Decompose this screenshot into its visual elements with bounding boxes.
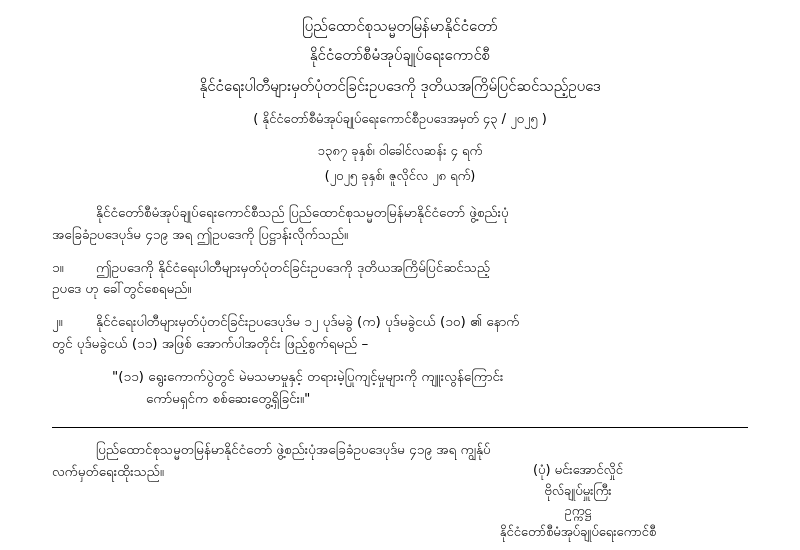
- clause-item: [52, 312, 748, 356]
- header-line-council: နိုင်ငံတော်စီမံအုပ်ချုပ်ရေးကောင်စီ: [309, 45, 491, 64]
- date-gregorian-calendar: (၂၀၂၅ ခုနှစ်၊ ဇူလိုင်လ ၂၈ ရက်): [324, 168, 476, 184]
- closing-line-1: ပြည်ထောင်စုသမ္မတမြန်မာနိုင်ငံတော် ဖွဲ့စည်းပုံအခြေခံဥပဒေပုဒ်မ ၄၁၉ အရ ကျွန်ုပ်: [96, 441, 491, 458]
- preamble-line-1: နိုင်ငံတော်စီမံအုပ်ချုပ်ရေးကောင်စီသည် ပြည်ထောင်စုသမ္မတမြန်မာနိုင်ငံတော် ဖွဲ့စည်းပုံ: [96, 204, 509, 221]
- signatory-name: (ပုံ) မင်းအောင်လှိုင်: [532, 462, 624, 478]
- clause-line-2: ဥပဒေ ဟု ခေါ်တွင်စေရမည်။: [52, 281, 192, 298]
- document-title: နိုင်ငံရေးပါတီများမှတ်ပုံတင်ခြင်းဥပဒေကို ဒုတိယအကြိမ်ပြင်ဆင်သည့်ဥပဒေ: [199, 76, 601, 95]
- clause-number: ၁။: [52, 259, 64, 276]
- preamble-paragraph: [52, 203, 748, 247]
- signatory-post: ဥက္ကဋ္ဌ: [564, 504, 592, 520]
- quote-line-2: ကော်မရှင်က စစ်ဆေးတွေ့ရှိခြင်း။": [146, 390, 311, 407]
- clause-line-2: တွင် ပုဒ်မခွဲငယ် (၁၁) အဖြစ် အောက်ပါအတိုင်း ဖြည့်စွက်ရမည် –: [52, 336, 369, 353]
- closing-line-2: လက်မှတ်ရေးထိုးသည်။: [52, 463, 164, 480]
- signatory-rank: ဗိုလ်ချုပ်မှူးကြီး: [544, 483, 612, 499]
- law-reference-number: ( နိုင်ငံတော်စီမံအုပ်ချုပ်ရေးကောင်စီဥပဒေအမှတ် ၄၃ / ၂၀၂၅ ): [253, 112, 547, 128]
- clause-number: ၂။: [52, 314, 63, 331]
- signatory-council: နိုင်ငံတော်စီမံအုပ်ချုပ်ရေးကောင်စီ: [499, 525, 657, 541]
- clause-line-1: ဤဥပဒေကို နိုင်ငံရေးပါတီများမှတ်ပုံတင်ခြင်းဥပဒေကို ဒုတိယအကြိမ်ပြင်ဆင်သည့်: [96, 259, 491, 276]
- clause-item: [52, 258, 748, 302]
- inserted-provision-quote: [52, 367, 748, 411]
- preamble-line-2: အခြေခံဥပဒေပုဒ်မ ၄၁၉ အရ ဤဥပဒေကို ပြဋ္ဌာန်းလိုက်သည်။: [52, 226, 349, 243]
- signature-block: [408, 461, 748, 544]
- quote-line-1: "(၁၁) ရွေးကောက်ပွဲတွင် မဲမသမာမှုနှင့် တရားမဲ့ပြုကျင့်မှုများကို ကျူးလွန်ကြောင်း: [112, 368, 504, 385]
- section-divider: [52, 427, 748, 428]
- document-body: [52, 203, 748, 484]
- date-myanmar-calendar: ၁၃၈၇ ခုနှစ်၊ ဝါခေါင်လဆန်း ၄ ရက်: [317, 144, 483, 160]
- clause-line-1: နိုင်ငံရေးပါတီများမှတ်ပုံတင်ခြင်းဥပဒေပုဒ်မ ၁၂ ပုဒ်မခွဲ (က) ပုဒ်မခွဲငယ် (၁၀) ၏ နောက်: [96, 314, 520, 331]
- header-line-country: ပြည်ထောင်စုသမ္မတမြန်မာနိုင်ငံတော်: [302, 17, 498, 35]
